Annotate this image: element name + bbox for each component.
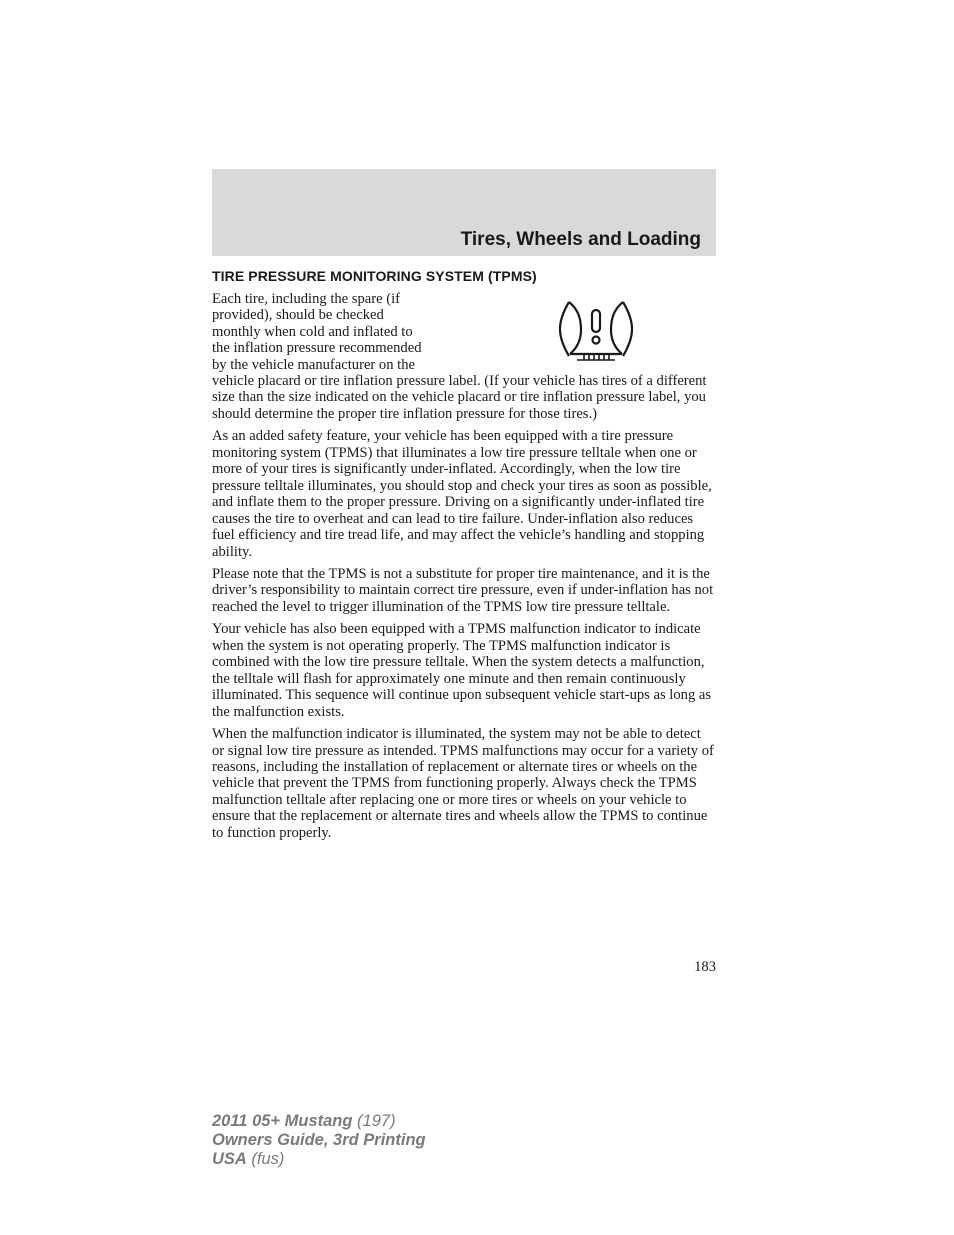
footer — [212, 1112, 426, 1169]
intro-paragraph — [212, 291, 716, 422]
intro-line: the inflation pressure recommended — [212, 340, 422, 357]
section-header-band — [212, 169, 716, 256]
intro-line: Each tire, including the spare (if — [212, 291, 401, 307]
footer-line-region: USA (fus) — [212, 1150, 285, 1168]
chapter-title: Tires, Wheels and Loading — [460, 229, 701, 250]
intro-line: monthly when cold and inflated to — [212, 323, 413, 340]
footer-line-guide: Owners Guide, 3rd Printing — [212, 1131, 426, 1149]
footer-line-model: 2011 05+ Mustang (197) — [212, 1112, 396, 1130]
intro-lines — [212, 291, 482, 373]
intro-line: by the vehicle manufacturer on the — [212, 356, 416, 373]
body-text — [212, 291, 716, 847]
paragraph: When the malfunction indicator is illuminated, the system may not be able to detect or signal low tire pressure as intended. TPMS malfunctions may occur for a variety of reasons, including the installation of replacement or alternate tires or wheels on the vehicle that prevent the TPMS from functioning properly. Always check the TPMS malfunction telltale after replacing one or more tires or wheels on your vehicle to ensure that the replacement or alternate tires and wheels allow the TPMS to continue to function properly. — [212, 726, 714, 841]
paragraph: Your vehicle has also been equipped with a TPMS malfunction indicator to indicate when the system is not operating properly. The TPMS malfunction indicator is combined with the low tire pressure telltale. When the system detects a malfunction, the telltale will flash for approximately one minute and then remain continuously illuminated. This sequence will continue upon subsequent vehicle start-ups as long as the malfunction exists. — [212, 621, 712, 720]
intro-line: provided), should be checked — [212, 307, 384, 324]
tpms-warning-icon — [557, 294, 635, 364]
paragraph: Please note that the TPMS is not a substitute for proper tire maintenance, and it is the driver’s responsibility to maintain correct tire pressure, even if under-inflation has not reached the level to trigger illumination of the TPMS low tire pressure telltale. — [212, 565, 714, 615]
section-heading: TIRE PRESSURE MONITORING SYSTEM (TPMS) — [212, 268, 537, 284]
page-number: 183 — [694, 959, 716, 975]
intro-rest: vehicle placard or tire inflation pressure label. (If your vehicle has tires of a different size than the size indicated on the vehicle placard or tire inflation pressure label, you should determine the proper tire inflation pressure for those tires.) — [212, 373, 707, 422]
intro-top — [212, 291, 716, 373]
paragraph: As an added safety feature, your vehicle has been equipped with a tire pressure monitoring system (TPMS) that illuminates a low tire pressure telltale when one or more of your tires is significantly under-inflated. Accordingly, when the low tire pressure telltale illuminates, you should stop and check your tires as soon as possible, and inflate them to the proper pressure. Driving on a significantly under-inflated tire causes the tire to overheat and can lead to tire failure. Under-inflation also reduces fuel efficiency and tire tread life, and may affect the vehicle’s handling and stopping ability. — [212, 428, 712, 560]
